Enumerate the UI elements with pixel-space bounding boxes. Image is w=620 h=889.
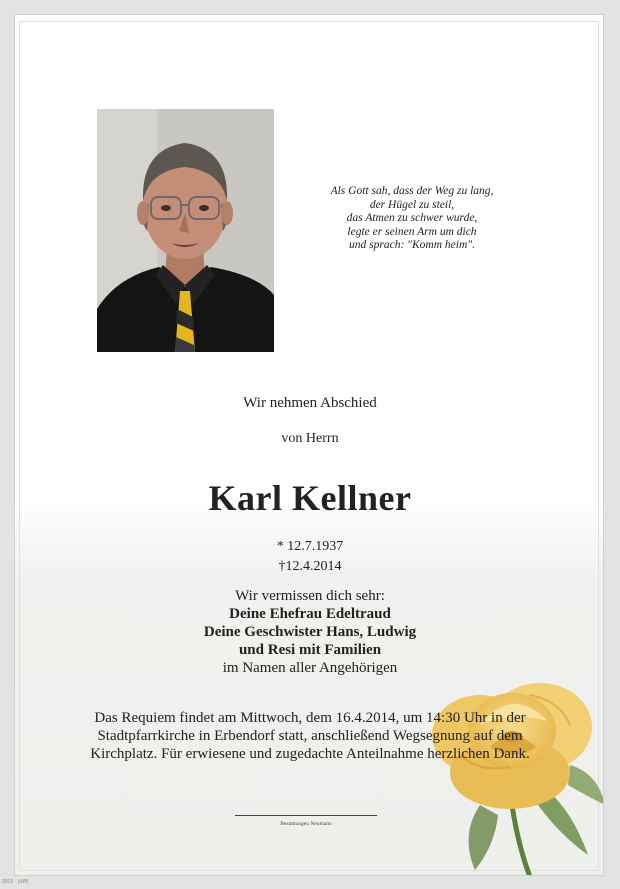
requiem-notice bbox=[55, 709, 565, 763]
mourner-line: und Resi mit Familien bbox=[238, 642, 382, 658]
death-date: †12.4.2014 bbox=[278, 559, 342, 574]
quote-line: legte er seinen Arm um dich bbox=[347, 225, 477, 238]
mourner-line: Deine Geschwister Hans, Ludwig bbox=[203, 624, 417, 640]
portrait-photo bbox=[97, 109, 274, 352]
footer-mark: 0019 · LWB bbox=[2, 879, 29, 885]
mourner-line: Deine Ehefrau Edeltraud bbox=[229, 606, 391, 622]
yellow-rose-icon bbox=[420, 655, 604, 876]
quote-poem bbox=[277, 185, 547, 253]
birth-date: * 12.7.1937 bbox=[276, 539, 344, 554]
portrait-photo-icon bbox=[97, 109, 274, 352]
funeral-home-name: Bestattungen Neumann bbox=[280, 821, 332, 827]
quote-line: Als Gott sah, dass der Weg zu lang, bbox=[330, 185, 494, 197]
salutation: von Herrn bbox=[281, 431, 339, 446]
signature-line bbox=[235, 815, 377, 816]
farewell-heading: Wir nehmen Abschied bbox=[243, 395, 377, 411]
obituary-card bbox=[14, 14, 604, 876]
mourners-closing: im Namen aller Angehörigen bbox=[222, 660, 398, 676]
quote-line: und sprach: "Komm heim". bbox=[349, 239, 475, 251]
deceased-name: Karl Kellner bbox=[208, 478, 412, 518]
requiem-line: Kirchplatz. Für erwiesene und zugedachte Anteilnahme herzlichen Dank. bbox=[90, 746, 530, 762]
requiem-line: Stadtpfarrkirche in Erbendorf statt, anschließend Wegsegnung auf dem bbox=[97, 728, 523, 744]
mourners-intro: Wir vermissen dich sehr: bbox=[235, 588, 385, 604]
requiem-line: Das Requiem findet am Mittwoch, dem 16.4.2014, um 14:30 Uhr in der bbox=[94, 710, 526, 726]
quote-line: das Atmen zu schwer wurde, bbox=[346, 212, 478, 224]
quote-line: der Hügel zu steil, bbox=[369, 198, 455, 211]
